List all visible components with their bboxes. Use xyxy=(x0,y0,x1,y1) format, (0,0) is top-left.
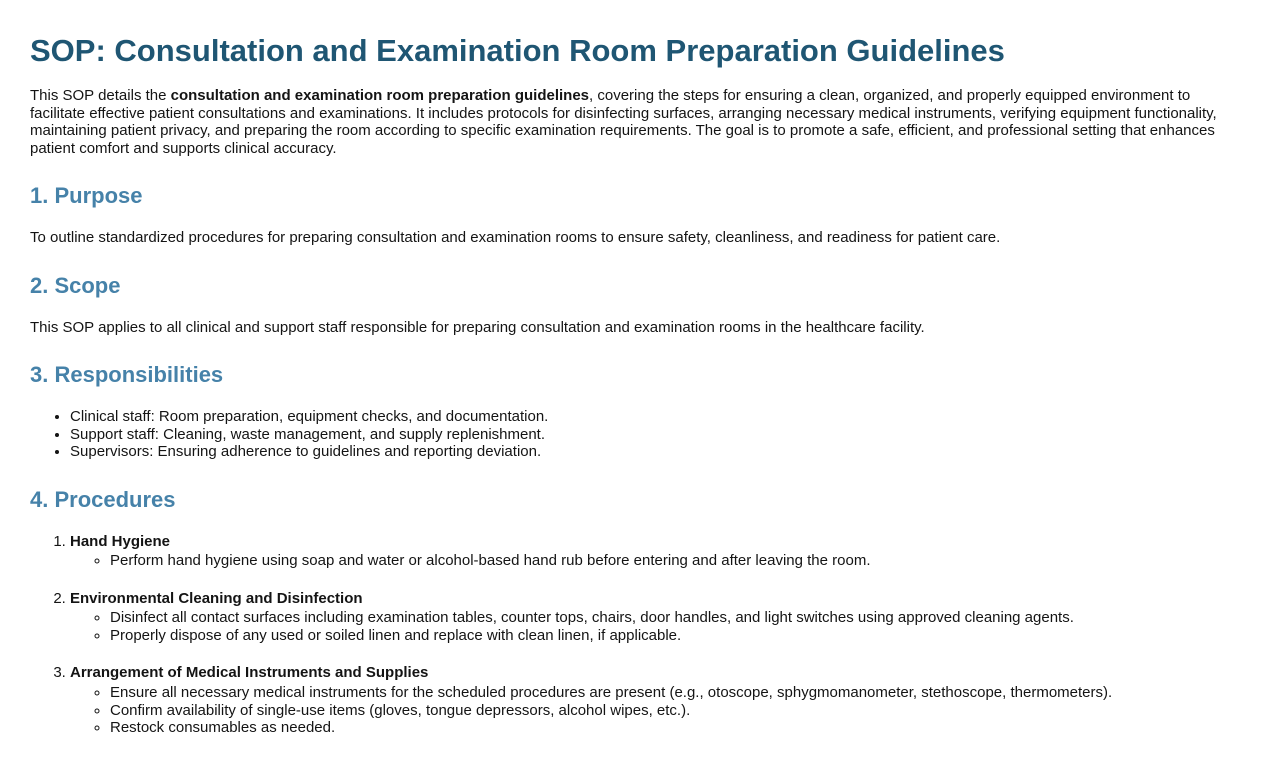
intro-paragraph xyxy=(30,87,1233,157)
procedure-substeps xyxy=(70,684,1233,737)
intro-text-after: , covering the steps for ensuring a clean, organized, and properly equipped environment to facilitate effective patient consultations and examinations. It includes protocols for disinfecting surfaces, arranging necessary medical instruments, verifying equipment functionality, maintaining patient privacy, and preparing the room according to specific examination requirements. The goal is to promote a safe, efficient, and professional setting that enhances patient comfort and supports clinical accuracy. xyxy=(30,86,1217,157)
procedures-list xyxy=(30,533,1233,737)
substep-item: ◦ Ensure all necessary medical instruments for the scheduled procedures are present (e.g., otoscope, sphygmomanometer, stethoscope, thermometers). xyxy=(110,684,1233,702)
sop-document xyxy=(30,33,1233,737)
list-item: • Clinical staff: Room preparation, equipment checks, and documentation. xyxy=(70,408,1233,426)
section-heading-responsibilities: 3. Responsibilities xyxy=(30,362,224,388)
section-heading-procedures: 4. Procedures xyxy=(30,486,176,512)
substep-item: ◦ Restock consumables as needed. xyxy=(110,719,1233,737)
scope-text: This SOP applies to all clinical and support staff responsible for preparing consultation and examination rooms in the healthcare facility. xyxy=(30,318,925,336)
procedure-substeps xyxy=(70,609,1233,644)
procedure-step-title: Environmental Cleaning and Disinfection xyxy=(70,589,363,607)
procedure-step xyxy=(70,590,1233,645)
procedure-substeps xyxy=(70,552,1233,570)
procedure-step xyxy=(70,664,1233,736)
substep-item: ◦ Disinfect all contact surfaces including examination tables, counter tops, chairs, door handles, and light switches using approved cleaning agents. xyxy=(110,609,1233,627)
substep-item: ◦ Confirm availability of single-use items (gloves, tongue depressors, alcohol wipes, etc.). xyxy=(110,702,1233,720)
list-item: • Supervisors: Ensuring adherence to guidelines and reporting deviation. xyxy=(70,443,1233,461)
substep-item: ◦ Perform hand hygiene using soap and water or alcohol-based hand rub before entering and after leaving the room. xyxy=(110,552,1233,570)
substep-item: ◦ Properly dispose of any used or soiled linen and replace with clean linen, if applicable. xyxy=(110,627,1233,645)
intro-text-before: This SOP details the xyxy=(30,86,171,104)
section-heading-scope: 2. Scope xyxy=(30,272,121,298)
responsibilities-list xyxy=(30,408,1233,461)
procedure-step xyxy=(70,533,1233,570)
purpose-text: To outline standardized procedures for preparing consultation and examination rooms to ensure safety, cleanliness, and readiness for patient care. xyxy=(30,229,1001,247)
page-title: SOP: Consultation and Examination Room Preparation Guidelines xyxy=(30,33,1005,68)
intro-bold-phrase: consultation and examination room preparation guidelines xyxy=(170,86,590,104)
procedure-step-title: Hand Hygiene xyxy=(70,532,171,550)
list-item: • Support staff: Cleaning, waste management, and supply replenishment. xyxy=(70,426,1233,444)
procedure-step-title: Arrangement of Medical Instruments and Supplies xyxy=(70,664,429,682)
section-heading-purpose: 1. Purpose xyxy=(30,183,143,209)
